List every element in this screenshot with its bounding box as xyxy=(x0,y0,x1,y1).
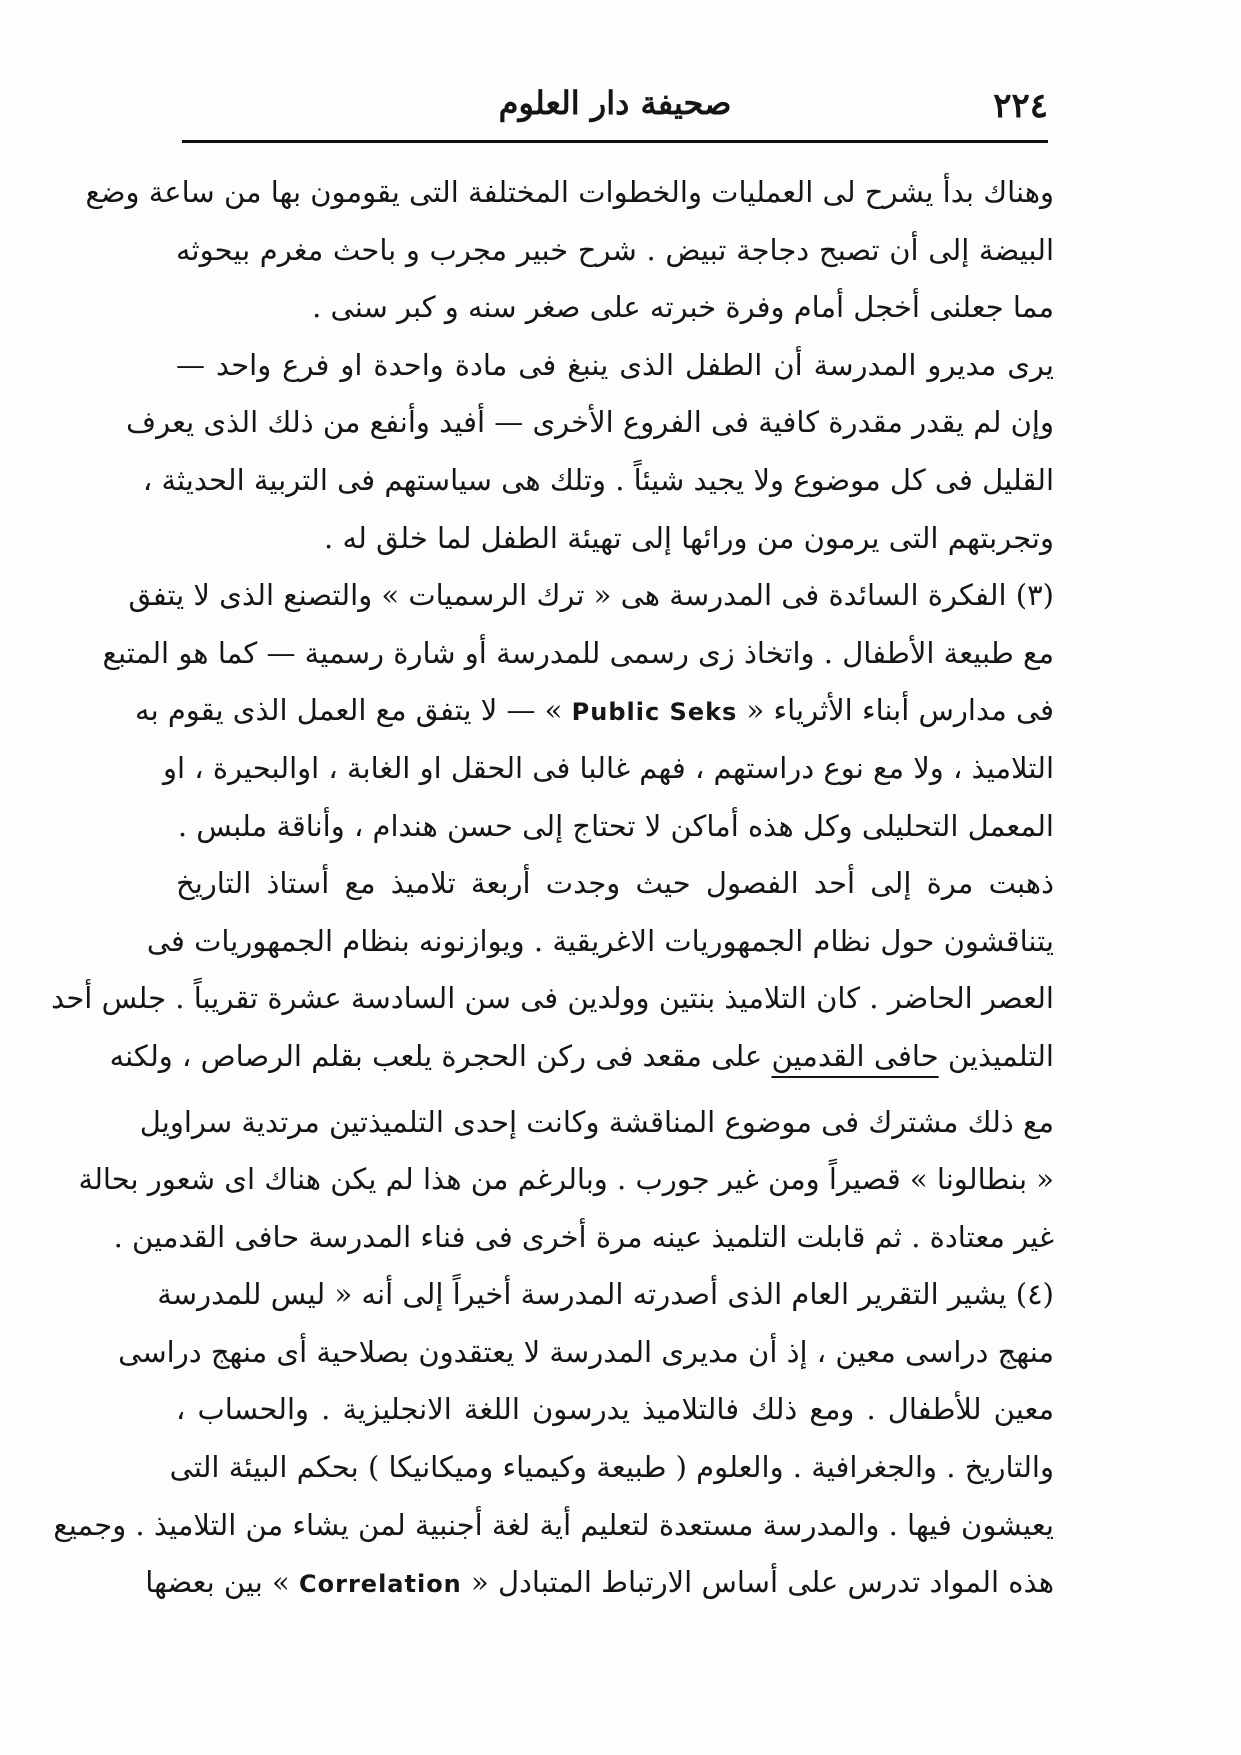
text-line: يتناقشون حول نظام الجمهوريات الاغريقية . ويوازنونه بنظام الجمهوريات فى xyxy=(146,923,1054,958)
text-line: التلاميذ ، ولا مع نوع دراستهم ، فهم غالبا فى الحقل او الغابة ، اوالبحيرة ، او xyxy=(162,750,1054,785)
text-segment: » — لا يتفق مع العمل الذى يقوم به xyxy=(135,693,572,728)
underlined-phrase: حافى القدمين xyxy=(771,1038,939,1073)
paragraph-3 xyxy=(51,567,1054,1266)
text-line: وتجربتهم التى يرمون من ورائها إلى تهيئة الطفل لما خلق له . xyxy=(324,520,1054,555)
page-body xyxy=(51,164,1054,1612)
text-line: (٤) يشير التقرير العام الذى أصدرته المدرسة أخيراً إلى أنه « ليس للمدرسة xyxy=(157,1277,1054,1312)
text-line xyxy=(145,1554,1054,1612)
paragraph-1 xyxy=(85,164,1054,337)
text-line: والتاريخ . والجغرافية . والعلوم ( طبيعة وكيمياء وميكانيكا ) بحكم البيئة التى xyxy=(169,1450,1054,1485)
text-line: العصر الحاضر . كان التلاميذ بنتين وولدين فى سن السادسة عشرة تقريباً . جلس أحد xyxy=(51,981,1054,1016)
text-segment: هذه المواد تدرس على أساس الارتباط المتبادل « xyxy=(461,1565,1054,1600)
text-line: يعيشون فيها . والمدرسة مستعدة لتعليم أية لغة أجنبية لمن يشاء من التلاميذ . وجميع xyxy=(53,1507,1054,1542)
paragraph-2 xyxy=(126,337,1054,567)
text-segment: فى مدارس أبناء الأثرياء « xyxy=(737,693,1054,728)
text-line: وهناك بدأ يشرح لى العمليات والخطوات المختلفة التى يقومون بها من ساعة وضع xyxy=(85,175,1054,209)
header-rule xyxy=(182,140,1048,143)
text-line: مما جعلنى أخجل أمام وفرة خبرته على صغر سنه و كبر سنى . xyxy=(312,290,1054,325)
text-line: مع ذلك مشترك فى موضوع المناقشة وكانت إحدى التلميذتين مرتدية سراويل xyxy=(139,1104,1054,1139)
text-line xyxy=(109,1028,1054,1086)
text-segment: التلميذين xyxy=(938,1038,1054,1073)
text-line: القليل فى كل موضوع ولا يجيد شيئاً . وتلك هى سياستهم فى التربية الحديثة ، xyxy=(142,462,1054,497)
page-header xyxy=(182,82,1048,142)
text-line: ذهبت مرة إلى أحد الفصول حيث وجدت أربعة تلاميذ مع أستاذ التاريخ xyxy=(176,866,1054,901)
running-title: صحيفة دار العلوم xyxy=(498,84,732,122)
text-line: « بنطالونا » قصيراً ومن غير جورب . وبالرغم من هذا لم يكن هناك اى شعور بحالة xyxy=(78,1162,1054,1197)
paragraph-4 xyxy=(53,1266,1054,1612)
text-line: يرى مديرو المدرسة أن الطفل الذى ينبغ فى مادة واحدة او فرع واحد — xyxy=(176,347,1054,382)
text-line: غير معتادة . ثم قابلت التلميذ عينه مرة أخرى فى فناء المدرسة حافى القدمين . xyxy=(113,1219,1054,1254)
text-line xyxy=(135,682,1054,740)
latin-term-public-schools: Public Seks xyxy=(571,698,738,727)
text-line: معين للأطفال . ومع ذلك فالتلاميذ يدرسون اللغة الانجليزية . والحساب ، xyxy=(176,1392,1054,1427)
text-line: وإن لم يقدر مقدرة كافية فى الفروع الأخرى — أفيد وأنفع من ذلك الذى يعرف xyxy=(126,405,1054,440)
text-line: (٣) الفكرة السائدة فى المدرسة هى « ترك الرسميات » والتصنع الذى لا يتفق xyxy=(128,578,1054,613)
page-number: ٢٢٤ xyxy=(993,86,1048,126)
latin-term-correlation: Correlation xyxy=(299,1570,462,1599)
text-line: البيضة إلى أن تصبح دجاجة تبيض . شرح خبير مجرب و باحث مغرم بيحوثه xyxy=(176,232,1054,267)
text-segment: على مقعد فى ركن الحجرة يلعب بقلم الرصاص ، ولكنه xyxy=(109,1038,772,1073)
text-line: مع طبيعة الأطفال . واتخاذ زى رسمى للمدرسة أو شارة رسمية — كما هو المتبع xyxy=(102,635,1054,670)
text-line: منهج دراسى معين ، إذ أن مديرى المدرسة لا يعتقدون بصلاحية أى منهج دراسى xyxy=(118,1334,1054,1369)
text-segment: » بين بعضها xyxy=(145,1565,300,1600)
text-line: المعمل التحليلى وكل هذه أماكن لا تحتاج إلى حسن هندام ، وأناقة ملبس . xyxy=(177,808,1054,843)
